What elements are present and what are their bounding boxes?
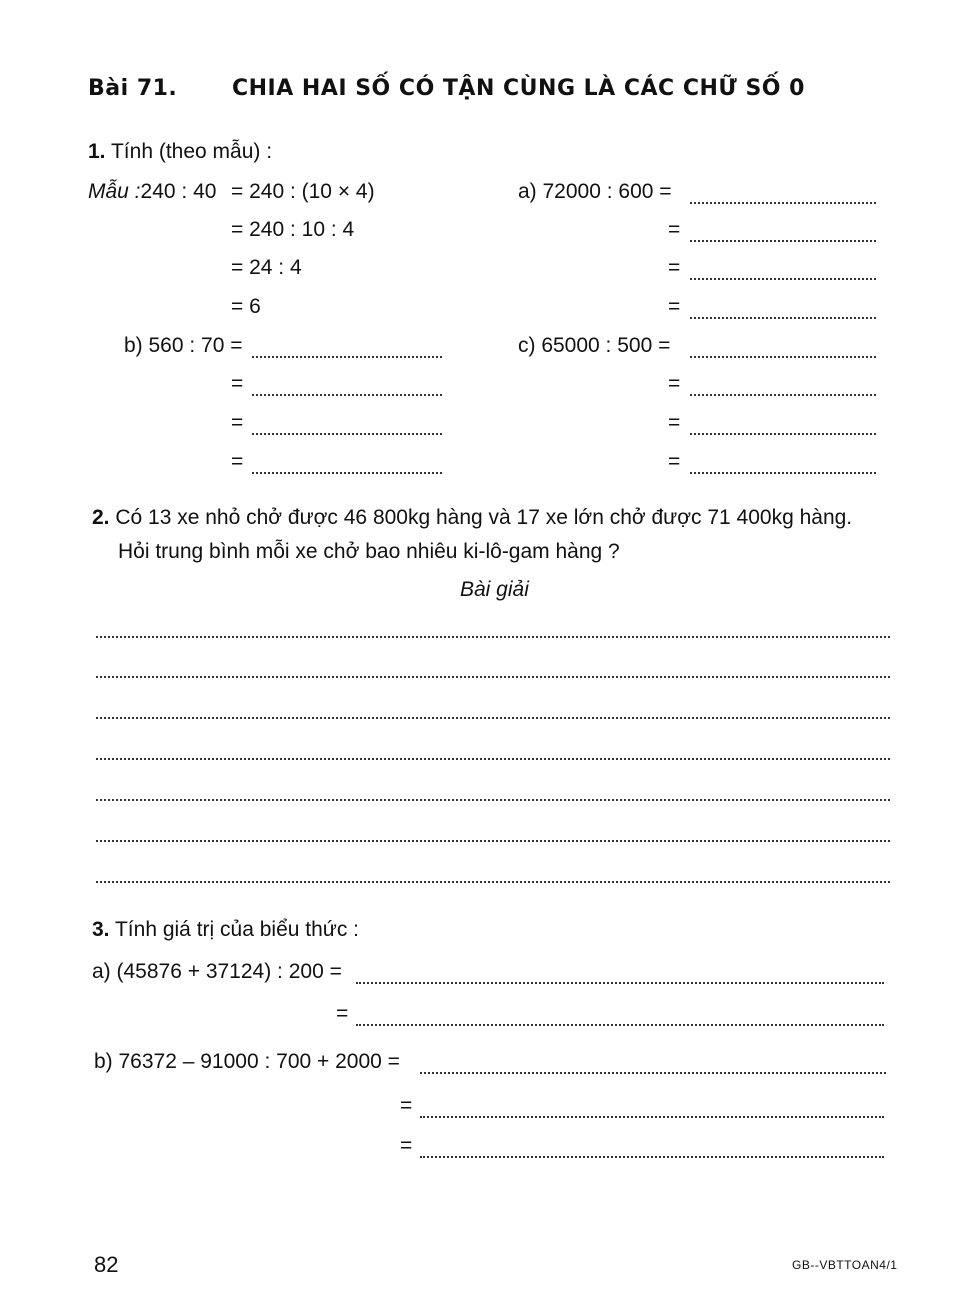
sample-expression: 240 : 40 <box>140 180 217 203</box>
exercise-3b-eq-2: = <box>400 1094 413 1117</box>
solution-line-1[interactable] <box>96 636 890 638</box>
exercise-2-number: 2. <box>92 506 110 529</box>
exercise-3b-answer-line-2[interactable] <box>420 1116 884 1118</box>
solution-line-7[interactable] <box>96 881 890 883</box>
solution-line-5[interactable] <box>96 799 890 801</box>
solution-line-3[interactable] <box>96 717 890 719</box>
exercise-1b-answer-line-2[interactable] <box>252 394 442 396</box>
solution-line-4[interactable] <box>96 758 890 760</box>
exercise-1a-label: a) 72000 : 600 = <box>518 180 672 203</box>
exercise-1b-answer-line-3[interactable] <box>252 433 442 435</box>
exercise-1b-answer-line-1[interactable] <box>252 356 442 358</box>
sample-step-2: = 240 : 10 : 4 <box>231 218 355 241</box>
exercise-1b-answer-line-4[interactable] <box>252 472 442 474</box>
exercise-3a-label: a) (45876 + 37124) : 200 = <box>92 960 342 983</box>
solution-line-2[interactable] <box>96 676 890 678</box>
exercise-1a-eq-4: = <box>668 295 681 318</box>
exercise-1a-eq-3: = <box>668 256 681 279</box>
solution-heading: Bài giải <box>460 578 529 601</box>
exercise-1c-eq-3: = <box>668 411 681 434</box>
exercise-1b-eq-3: = <box>231 411 244 434</box>
sample-first-line <box>88 180 216 204</box>
exercise-3-number: 3. <box>92 918 110 941</box>
exercise-1a-answer-line-2[interactable] <box>690 240 876 242</box>
exercise-1c-answer-line-4[interactable] <box>690 472 876 474</box>
sample-step-3: = 24 : 4 <box>231 256 302 279</box>
exercise-1c-answer-line-1[interactable] <box>690 356 876 358</box>
exercise-3b-label: b) 76372 – 91000 : 700 + 2000 = <box>94 1050 400 1073</box>
exercise-1a-answer-line-1[interactable] <box>690 202 876 204</box>
exercise-3b-answer-line-1[interactable] <box>420 1072 886 1074</box>
exercise-1c-eq-2: = <box>668 372 681 395</box>
exercise-3a-eq-2: = <box>336 1002 349 1025</box>
exercise-1-instruction: Tính (theo mẫu) : <box>110 140 273 163</box>
exercise-1a-eq-2: = <box>668 218 681 241</box>
lesson-title: CHIA HAI SỐ CÓ TẬN CÙNG LÀ CÁC CHỮ SỐ 0 <box>232 76 805 101</box>
exercise-2-problem-text: Có 13 xe nhỏ chở được 46 800kg hàng và 17 xe lớn chở được 71 400kg hàng. <box>115 506 853 529</box>
exercise-2-line-1 <box>92 506 898 530</box>
exercise-1b-eq-2: = <box>231 372 244 395</box>
sample-step-1: = 240 : (10 × 4) <box>231 180 375 203</box>
book-code: GB--VBTTOAN4/1 <box>792 1258 898 1272</box>
exercise-3a-answer-line-1[interactable] <box>356 982 884 984</box>
exercise-1c-answer-line-3[interactable] <box>690 433 876 435</box>
exercise-3b-eq-3: = <box>400 1134 413 1157</box>
exercise-1-number: 1. <box>88 140 106 163</box>
exercise-1a-answer-line-3[interactable] <box>690 278 876 280</box>
lesson-number: Bài 71. <box>88 76 178 101</box>
sample-step-4: = 6 <box>231 295 261 318</box>
page-number: 82 <box>94 1252 119 1277</box>
exercise-3b-answer-line-3[interactable] <box>420 1156 884 1158</box>
exercise-1c-answer-line-2[interactable] <box>690 394 876 396</box>
solution-line-6[interactable] <box>96 840 890 842</box>
exercise-2-question: Hỏi trung bình mỗi xe chở bao nhiêu ki-lô-gam hàng ? <box>118 540 620 563</box>
exercise-1a-answer-line-4[interactable] <box>690 317 876 319</box>
exercise-3a-answer-line-2[interactable] <box>356 1024 884 1026</box>
exercise-3-heading <box>92 918 359 942</box>
exercise-1c-eq-4: = <box>668 450 681 473</box>
exercise-1-heading <box>88 140 272 164</box>
exercise-1b-label: b) 560 : 70 = <box>124 334 243 357</box>
exercise-1b-eq-4: = <box>231 450 244 473</box>
exercise-3-instruction: Tính giá trị của biểu thức : <box>114 918 359 941</box>
exercise-1c-label: c) 65000 : 500 = <box>518 334 671 357</box>
sample-label: Mẫu : <box>88 180 141 203</box>
